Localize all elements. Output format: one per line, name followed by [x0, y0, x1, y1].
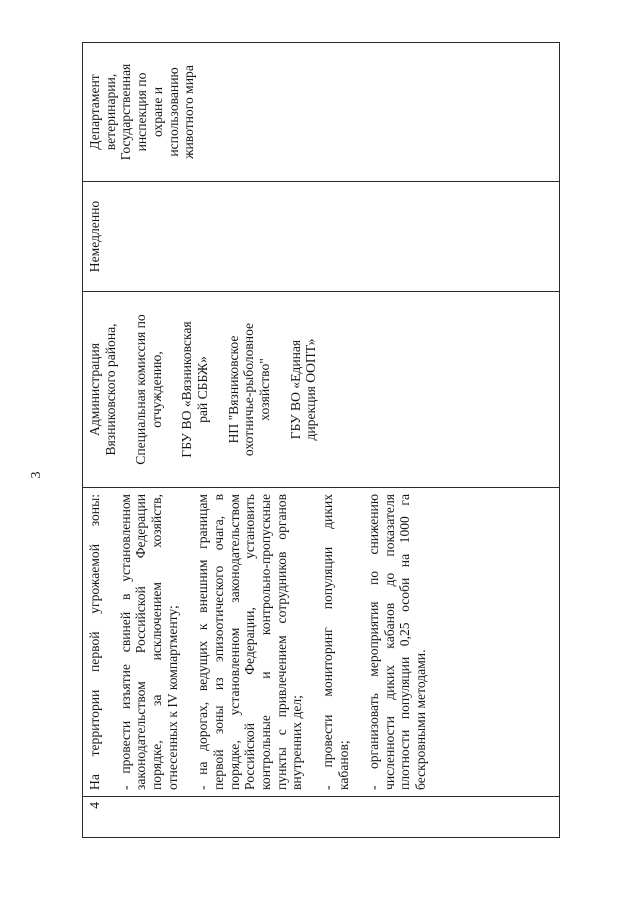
text-line: ветеринарии, — [102, 73, 118, 151]
text-line: отнесенных к IV компартменту; — [164, 605, 180, 790]
text-line: внутренних дел; — [289, 695, 305, 790]
measure-item — [118, 494, 181, 790]
text-line: Государственная — [118, 63, 134, 161]
cell-deadline — [83, 182, 559, 292]
cell-responsible — [83, 43, 559, 182]
page-number: 3 — [29, 471, 44, 479]
executor-entry — [226, 296, 273, 483]
text-line: Администрация — [87, 343, 102, 436]
text-line: Специальная комиссия по — [133, 314, 149, 465]
text-line: отчуждению, — [148, 351, 164, 428]
text-line: бескровными методами. — [413, 649, 429, 790]
text-line: охране и — [149, 86, 165, 138]
text-line: - провести мониторинг популяции диких — [319, 494, 335, 790]
text-line: контрольные и контрольно-пропускные — [257, 494, 273, 790]
text-line: законодательством Российской Федерации — [133, 494, 149, 790]
text-line: Департамент — [87, 74, 102, 150]
text-line: животного мира — [181, 65, 197, 159]
cell-executors — [83, 292, 559, 488]
deadline-text: Немедленно — [87, 200, 102, 273]
text-line: пункты с привлечением сотрудников органов — [273, 494, 289, 790]
executor-entry — [179, 296, 210, 483]
text-line: ГБУ ВО «Единая — [287, 339, 303, 440]
responsible-entry — [87, 43, 197, 181]
text-line: первой зоны из эпизоотического очага, в — [210, 494, 226, 790]
text-line: НП "Вязниковское — [225, 335, 241, 444]
measures-heading — [87, 494, 103, 790]
text-line: хозяйство" — [257, 358, 273, 421]
cell-measures — [83, 488, 559, 797]
row-number: 4 — [87, 802, 102, 809]
text-line: инспекция по — [134, 72, 150, 152]
text-line: На территории первой угрожаемой зоны: — [87, 494, 102, 790]
text-line: порядке, за исключением хозяйств, — [148, 494, 164, 790]
executor-entry — [133, 296, 164, 483]
text-line: рай СББЖ» — [195, 356, 211, 423]
text-line: численности диких кабанов до показателя — [381, 494, 397, 790]
measure-item — [366, 494, 429, 790]
measure-item — [195, 494, 305, 790]
measures-table — [82, 42, 560, 838]
executor-entry — [87, 296, 118, 483]
text-line: кабанов; — [335, 740, 351, 790]
text-line: охотничье-рыболовное — [241, 322, 257, 457]
text-line: - на дорогах, ведущих к внешним границам — [195, 494, 211, 790]
text-line: - провести изъятие свиней в установленном — [117, 494, 133, 790]
text-line: дирекция ООПТ» — [303, 338, 319, 441]
executor-entry — [288, 296, 319, 483]
text-line: использованию — [165, 67, 181, 157]
cell-row-number — [83, 797, 559, 837]
text-line: порядке, установленном законодательством — [226, 494, 242, 790]
text-line: Вязниковского района, — [102, 323, 118, 456]
text-line: ГБУ ВО «Вязниковская — [179, 321, 195, 458]
measure-item — [320, 494, 351, 790]
text-line: плотности популяции 0,25 особи на 1000 га — [397, 494, 413, 790]
text-line: - организовать мероприятия по снижению — [366, 494, 382, 790]
text-line: Российской Федерации, установить — [242, 494, 258, 790]
